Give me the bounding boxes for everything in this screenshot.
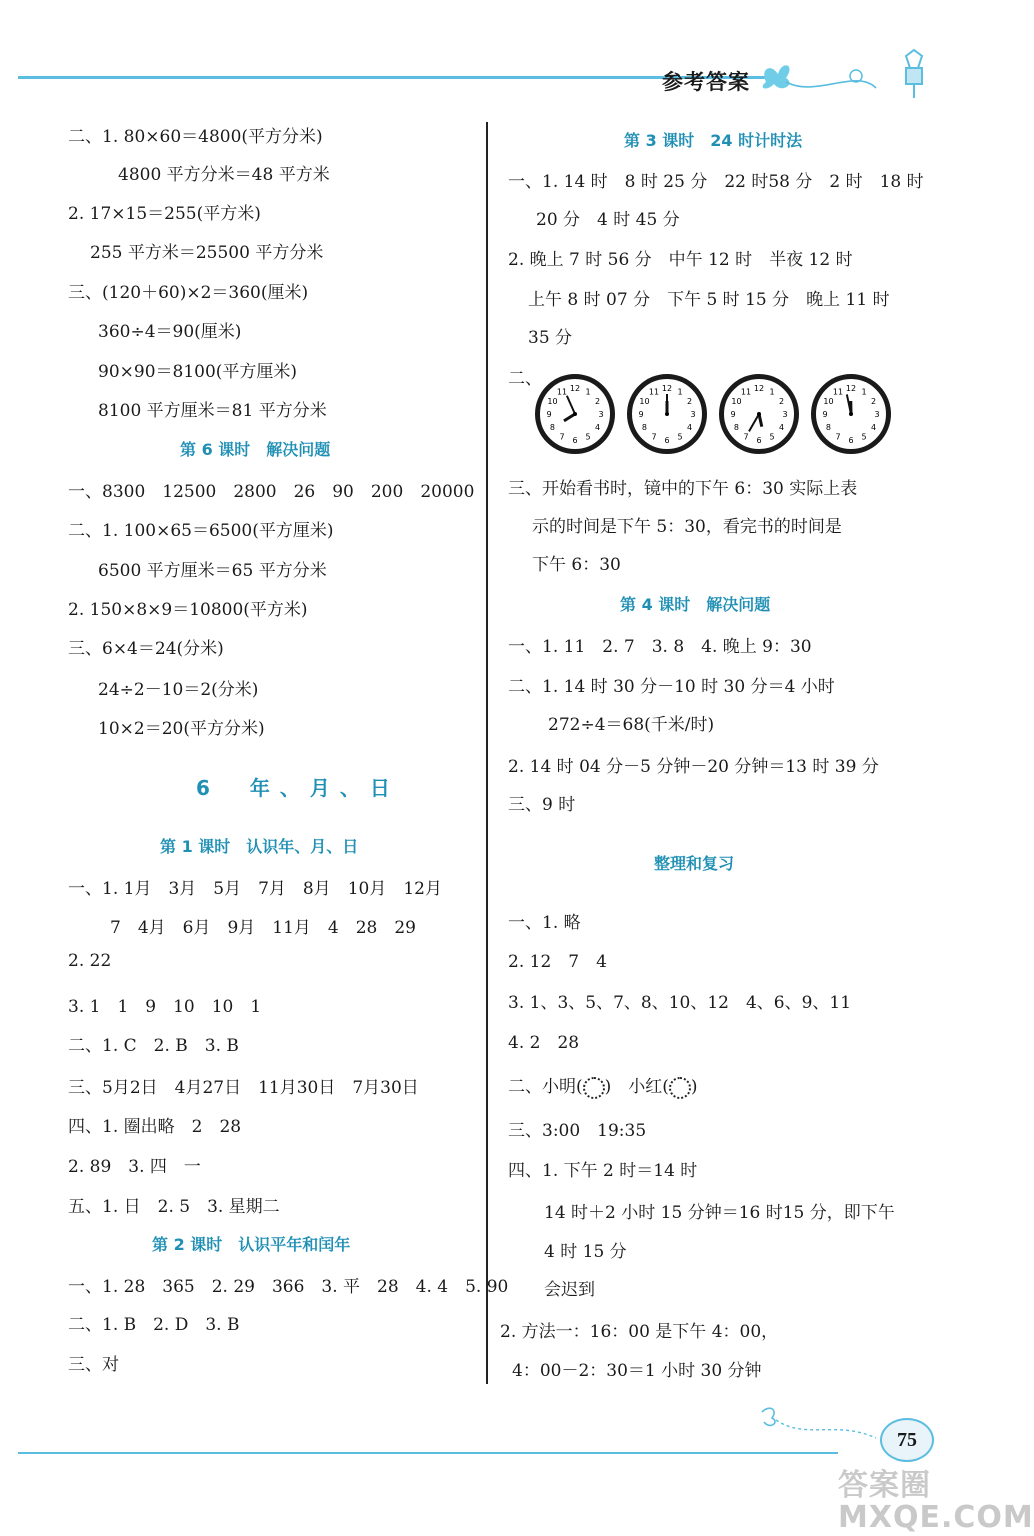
clock-numeral: 10 <box>823 397 834 406</box>
answer-line: 2. 12 7 4 <box>508 952 607 972</box>
clock-numeral: 9 <box>730 410 736 419</box>
answer-line: 3. 1 1 9 10 10 1 <box>68 997 262 1017</box>
answer-line: 4 时 15 分 <box>544 1242 627 1262</box>
clock-numeral: 12 <box>845 384 857 393</box>
clock-numeral: 1 <box>677 387 683 397</box>
clock-numeral: 5 <box>677 432 683 442</box>
clock-face-icon <box>719 374 799 454</box>
answer-line: 2. 14 时 04 分－5 分钟－20 分钟＝13 时 39 分 <box>508 757 879 777</box>
clock-numeral: 7 <box>651 432 657 442</box>
answer-line: 2. 方法一：16：00 是下午 4：00， <box>500 1322 779 1342</box>
watermark <box>838 1470 1034 1534</box>
clock-numeral: 12 <box>661 384 673 393</box>
clock-center <box>849 412 853 416</box>
answer-line: 90×90＝8100(平方厘米) <box>98 362 298 382</box>
clock-numeral: 4 <box>594 423 601 432</box>
chapter-heading: 6 年、月、日 <box>196 776 400 800</box>
clock-face-icon <box>535 374 615 454</box>
clock-numeral: 3 <box>782 410 788 419</box>
clock-numeral: 7 <box>559 432 565 442</box>
answer-line: 二、1. 100×65＝6500(平方厘米) <box>68 521 334 541</box>
answer-line: 上午 8 时 07 分 下午 5 时 15 分 晚上 11 时 <box>528 290 890 310</box>
answer-line: 三、3:00 19:35 <box>508 1121 647 1141</box>
clock-numeral: 11 <box>648 387 660 397</box>
clock-numeral: 8 <box>549 423 556 432</box>
answer-text: ) <box>690 1077 698 1097</box>
clock-numeral: 2 <box>686 397 693 406</box>
answer-line: 4800 平方分米＝48 平方米 <box>118 165 330 185</box>
clock-numeral: 8 <box>641 423 648 432</box>
answer-line: 4：00－2：30＝1 小时 30 分钟 <box>512 1361 762 1381</box>
watermark-text: 答案圈 MXQE.COM <box>838 1468 1034 1535</box>
answer-line: 255 平方米＝25500 平方分米 <box>90 243 324 263</box>
answer-line: 下午 6：30 <box>532 555 621 575</box>
clock-numeral: 6 <box>756 436 762 445</box>
answer-line: 三、开始看书时，镜中的下午 6：30 实际上表 <box>508 479 858 499</box>
column-divider <box>486 122 488 1384</box>
clock-face-icon <box>627 374 707 454</box>
answer-line: 二、1. C 2. B 3. B <box>68 1036 239 1056</box>
clock-center <box>757 412 761 416</box>
clock-numeral: 10 <box>731 397 742 406</box>
clock-numeral: 8 <box>733 423 740 432</box>
clock-center <box>665 412 669 416</box>
clock-numeral: 12 <box>753 384 765 393</box>
clock-numeral: 1 <box>769 387 775 397</box>
minute-hand <box>749 414 759 431</box>
header-title: 参考答案 <box>662 69 750 94</box>
answer-line: 三、6×4＝24(分米) <box>68 639 224 659</box>
clock-numeral: 2 <box>778 397 785 406</box>
clock-numeral: 5 <box>769 432 775 442</box>
answer-line: 三、5月2日 4月27日 11月30日 7月30日 <box>68 1078 419 1098</box>
answer-line: 一、1. 11 2. 7 3. 8 4. 晚上 9：30 <box>508 637 812 657</box>
section-heading: 第 1 课时 认识年、月、日 <box>160 837 359 856</box>
answer-line: 2. 17×15＝255(平方米) <box>68 204 261 224</box>
answer-line: 二、1. 14 时 30 分－10 时 30 分＝4 小时 <box>508 677 835 697</box>
clock-numeral: 3 <box>690 410 696 419</box>
clock-numeral: 10 <box>547 397 558 406</box>
answer-line <box>508 1072 698 1099</box>
clock-numeral: 9 <box>546 410 552 419</box>
answer-line: 4. 2 28 <box>508 1033 580 1053</box>
clock-numeral: 4 <box>686 423 693 432</box>
answer-line: 一、8300 12500 2800 26 90 200 20000 <box>68 482 475 502</box>
answer-line: 360÷4＝90(厘米) <box>98 322 242 342</box>
section-heading: 第 2 课时 认识平年和闰年 <box>152 1235 351 1254</box>
clock-numeral: 5 <box>585 432 591 442</box>
answer-line: 四、1. 下午 2 时＝14 时 <box>508 1161 698 1181</box>
answer-line: 2. 89 3. 四 一 <box>68 1157 201 1177</box>
answer-line: 10×2＝20(平方分米) <box>98 719 265 739</box>
clock-numeral: 4 <box>778 423 785 432</box>
clock-center <box>573 412 577 416</box>
butterfly-icon <box>756 48 936 108</box>
clock-numeral: 9 <box>638 410 644 419</box>
clock-numeral: 3 <box>874 410 880 419</box>
answer-line: 7 4月 6月 9月 11月 4 28 29 <box>110 918 416 938</box>
answer-line: 24÷2－10＝2(分米) <box>98 680 259 700</box>
answer-line: 四、1. 圈出略 2 28 <box>68 1117 242 1137</box>
answer-line: 3. 1、3、5、7、8、10、12 4、6、9、11 <box>508 993 852 1013</box>
answer-line: 三、对 <box>68 1355 119 1375</box>
footer-rule <box>18 1452 838 1454</box>
smiley-face-icon <box>669 1077 691 1099</box>
clock-numeral: 12 <box>569 384 581 393</box>
section-heading: 第 6 课时 解决问题 <box>180 440 331 459</box>
clock-numeral: 6 <box>572 436 578 445</box>
section-heading: 整理和复习 <box>654 854 735 873</box>
clock-numeral: 2 <box>870 397 877 406</box>
answer-line: 2. 晚上 7 时 56 分 中午 12 时 半夜 12 时 <box>508 250 853 270</box>
clock-numeral: 10 <box>639 397 650 406</box>
clock-numeral: 4 <box>870 423 877 432</box>
smiley-face-icon <box>583 1077 605 1099</box>
clock-numeral: 7 <box>743 432 749 442</box>
answer-line: 五、1. 日 2. 5 3. 星期二 <box>68 1197 280 1217</box>
answer-line: 二、1. B 2. D 3. B <box>68 1315 240 1335</box>
answer-line: 一、1. 1月 3月 5月 7月 8月 10月 12月 <box>68 879 442 899</box>
answer-line: 6500 平方厘米＝65 平方分米 <box>98 561 327 581</box>
answer-line: 20 分 4 时 45 分 <box>536 210 680 230</box>
answer-line: 会迟到 <box>544 1280 595 1300</box>
clock-numeral: 11 <box>556 387 568 397</box>
answer-line: 35 分 <box>528 328 573 348</box>
clock-numeral: 2 <box>594 397 601 406</box>
answer-line: 一、1. 28 365 2. 29 366 3. 平 28 4. 4 5. 90 <box>68 1277 509 1297</box>
clock-numeral: 7 <box>835 432 841 442</box>
clock-numeral: 5 <box>861 432 867 442</box>
clock-numeral: 1 <box>585 387 591 397</box>
page-number: 75 <box>880 1418 934 1462</box>
answer-line: 示的时间是下午 5：30，看完书的时间是 <box>532 517 842 537</box>
clock-numeral: 8 <box>825 423 832 432</box>
answer-line: 一、1. 略 <box>508 913 581 933</box>
answer-line: 二、1. 80×60＝4800(平方分米) <box>68 127 323 147</box>
answer-line: 2. 150×8×9＝10800(平方米) <box>68 600 308 620</box>
answer-text: 二、小明( <box>508 1077 583 1097</box>
answer-line: 二、 <box>508 369 542 389</box>
answer-line: 2. 22 <box>68 951 112 971</box>
section-heading: 第 3 课时 24 时计时法 <box>624 131 803 150</box>
section-heading: 第 4 课时 解决问题 <box>620 595 771 614</box>
answer-text: ) 小红( <box>604 1077 669 1097</box>
clock-numeral: 1 <box>861 387 867 397</box>
clock-numeral: 11 <box>740 387 752 397</box>
answer-line: 三、9 时 <box>508 795 576 815</box>
answer-line: 8100 平方厘米＝81 平方分米 <box>98 401 327 421</box>
answer-line: 14 时＋2 小时 15 分钟＝16 时15 分，即下午 <box>544 1203 895 1223</box>
clock-numeral: 9 <box>822 410 828 419</box>
clock-numeral: 6 <box>848 436 854 445</box>
clock-numeral: 3 <box>598 410 604 419</box>
answer-line: 一、1. 14 时 8 时 25 分 22 时58 分 2 时 18 时 <box>508 172 924 192</box>
clock-numeral: 11 <box>832 387 844 397</box>
answer-line: 三、(120＋60)×2＝360(厘米) <box>68 283 309 303</box>
clock-numeral: 6 <box>664 436 670 445</box>
footer-deco-icon <box>756 1400 886 1454</box>
clock-face-icon <box>811 374 891 454</box>
answer-line: 272÷4＝68(千米/时) <box>548 715 715 735</box>
minute-hand <box>567 396 575 414</box>
